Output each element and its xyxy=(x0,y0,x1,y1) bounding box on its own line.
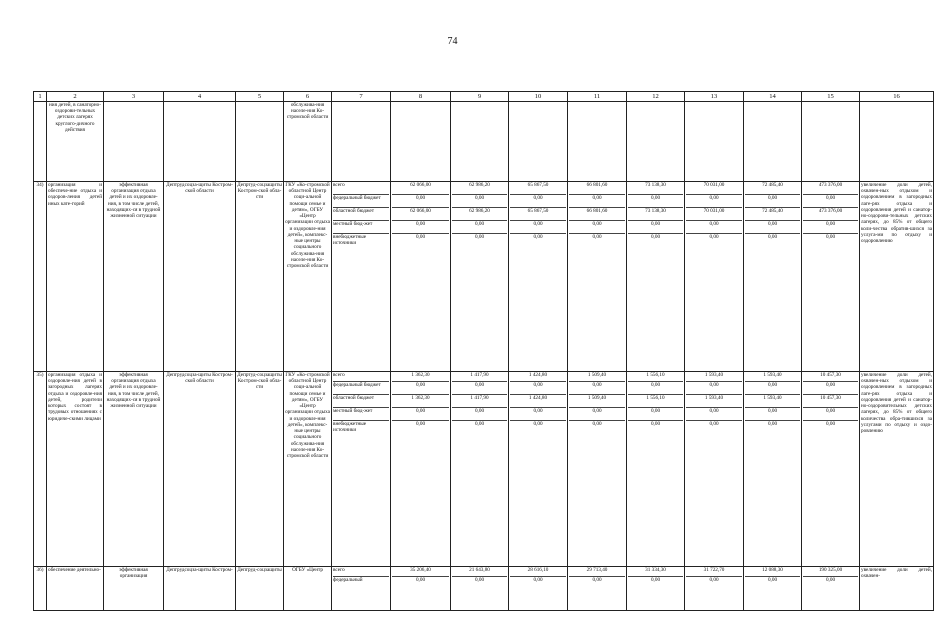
value: 0,00 xyxy=(474,577,485,583)
value: 1 362,30 xyxy=(392,395,449,408)
column-header: 9 xyxy=(451,92,509,102)
value: 0,00 xyxy=(686,382,742,395)
value: 0,00 xyxy=(533,421,543,427)
value-cell xyxy=(509,567,568,611)
value: 72 485,40 xyxy=(745,182,800,195)
admin-text: Депртуд-соцзащиты Костром-ской обла-сти xyxy=(236,182,284,372)
table-cell xyxy=(802,102,860,182)
value: 0,00 xyxy=(650,421,661,427)
value: 0,00 xyxy=(392,382,449,395)
source-label: всего xyxy=(333,567,389,577)
value-cell xyxy=(802,372,860,567)
table-cell xyxy=(332,102,391,182)
row-number: 34) xyxy=(34,182,47,372)
measure-continuation: ния детей, в санаторно-оздорови-тельных детских лагерях круглого-дичного действия xyxy=(47,102,104,182)
value: 0,00 xyxy=(686,408,742,421)
value: 21 643,80 xyxy=(452,567,507,577)
table-cell xyxy=(451,102,509,182)
value: 0,00 xyxy=(415,421,426,427)
executor-text: Дептрудсоцза-щиты Костром-ской области xyxy=(164,182,236,372)
target-text: эффективная организация xyxy=(104,567,164,611)
measure-name: обеспечение деятельно- xyxy=(47,567,104,611)
source-label: федеральный xyxy=(333,577,363,583)
value: 12 088,30 xyxy=(745,567,800,577)
recipient-text: ГКУ «Ко-стромской областной Центр соци-альной помощи семье и детям», ОГБУ «Центр организации отдыха и оздоровле-ния детей», комплекс-ные центры социального обслужива-ния населе-ния Ко-стромской области xyxy=(284,182,332,372)
value: 0,00 xyxy=(392,195,449,208)
value: 0,00 xyxy=(569,408,625,421)
value: 28 616,10 xyxy=(510,567,566,577)
value: 1 509,40 xyxy=(569,395,625,408)
column-header: 12 xyxy=(627,92,685,102)
value: 0,00 xyxy=(569,382,625,395)
value: 0,00 xyxy=(628,221,683,234)
result-text: увеличение доли детей, охвачен- xyxy=(860,567,934,611)
recipient-text: ОГБУ «Центр xyxy=(284,567,332,611)
column-header: 6 xyxy=(284,92,332,102)
value: 70 031,00 xyxy=(686,182,742,195)
value: 0,00 xyxy=(510,382,566,395)
value-cell xyxy=(391,372,451,567)
value-cell xyxy=(627,182,685,372)
value: 0,00 xyxy=(592,577,602,583)
value: 66 801,60 xyxy=(569,182,625,195)
table-cell xyxy=(509,102,568,182)
value: 0,00 xyxy=(803,382,858,395)
value: 0,00 xyxy=(709,577,719,583)
value: 1 509,40 xyxy=(569,372,625,382)
value: 0,00 xyxy=(392,408,449,421)
value: 0,00 xyxy=(803,408,858,421)
value: 0,00 xyxy=(415,234,426,240)
value: 1 362,30 xyxy=(392,372,449,382)
value: 1 417,90 xyxy=(452,372,507,382)
value: 190 325,00 xyxy=(803,567,858,577)
value: 0,00 xyxy=(803,195,858,208)
source-label: федеральный бюджет xyxy=(333,195,389,208)
value: 0,00 xyxy=(392,221,449,234)
column-header: 8 xyxy=(391,92,451,102)
value: 1 593,40 xyxy=(745,395,800,408)
value: 1 593,40 xyxy=(745,372,800,382)
value: 0,00 xyxy=(452,221,507,234)
column-header: 4 xyxy=(164,92,236,102)
value: 0,00 xyxy=(650,577,661,583)
source-label: федеральный бюджет xyxy=(333,382,389,395)
value: 0,00 xyxy=(745,382,800,395)
value: 0,00 xyxy=(709,234,719,240)
table-cell xyxy=(685,102,744,182)
value: 62 066,00 xyxy=(392,182,449,195)
value: 35 206,40 xyxy=(392,567,449,577)
row-number: 35) xyxy=(34,372,47,567)
value-cell xyxy=(568,567,627,611)
value: 0,00 xyxy=(767,577,778,583)
source-label: местный бюд-жет xyxy=(333,221,389,234)
value: 1 593,40 xyxy=(686,372,742,382)
value-cell xyxy=(685,372,744,567)
value-cell xyxy=(744,567,802,611)
value: 0,00 xyxy=(628,382,683,395)
value: 0,00 xyxy=(510,408,566,421)
value: 0,00 xyxy=(533,234,543,240)
continuation-row xyxy=(34,102,934,182)
table-cell xyxy=(568,102,627,182)
recipient-text: ГКУ «Ко-стромской областной Центр соци-альной помощи семье и детям», ОГБУ «Центр организации отдыха и оздоровле-ния детей», комплекс-ные центры социального обслужива-ния населе-ния Ко-стромской области xyxy=(284,372,332,567)
value: 0,00 xyxy=(569,221,625,234)
value: 0,00 xyxy=(452,195,507,208)
column-header: 2 xyxy=(47,92,104,102)
table-cell xyxy=(236,102,284,182)
value: 0,00 xyxy=(745,408,800,421)
value: 0,00 xyxy=(825,234,836,240)
value: 1 593,40 xyxy=(686,395,742,408)
value: 0,00 xyxy=(745,195,800,208)
value: 0,00 xyxy=(474,234,485,240)
column-header: 5 xyxy=(236,92,284,102)
row-number: 36) xyxy=(34,567,47,611)
table-cell xyxy=(860,102,934,182)
value-cell xyxy=(451,567,509,611)
page-number: 74 xyxy=(447,36,458,47)
measure-name: организация отдыха и оздоровле-ния детей в загородных лагерях отдыха и оздоровле-ния детей, родители которых состоят в трудовых отношениях с юридиче-скими лицами xyxy=(47,372,104,567)
table-row-35 xyxy=(34,372,934,567)
column-header: 13 xyxy=(685,92,744,102)
source-list xyxy=(332,182,391,372)
admin-text: Депгруд-соцзащиты xyxy=(236,567,284,611)
executor-text: Депгрудсоцза-щиты Костром-ской области xyxy=(164,372,236,567)
table-cell xyxy=(627,102,685,182)
value-cell xyxy=(451,372,509,567)
value: 0,00 xyxy=(628,408,683,421)
measure-name: организация и обеспече-ние отдыха и оздоров-ления детей иных кате-горий xyxy=(47,182,104,372)
value: 0,00 xyxy=(592,421,602,427)
source-label: областной бюджет xyxy=(333,208,389,221)
target-text: эффективная организация отдыха детей и их оздоровле-ния, в том числе детей, находящих-ся в трудной жизненной ситуации xyxy=(104,182,164,372)
value-cell xyxy=(744,182,802,372)
value: 0,00 xyxy=(415,577,426,583)
value-cell xyxy=(744,372,802,567)
value-cell xyxy=(627,567,685,611)
value: 0,00 xyxy=(628,195,683,208)
source-list xyxy=(332,567,391,611)
value: 0,00 xyxy=(686,195,742,208)
value-cell xyxy=(627,372,685,567)
value: 66 801,60 xyxy=(569,208,625,221)
value: 1 556,10 xyxy=(628,395,683,408)
value: 10 457,30 xyxy=(803,372,858,382)
table-cell xyxy=(744,102,802,182)
program-measures-table xyxy=(33,91,934,611)
source-label: всего xyxy=(333,182,389,195)
value: 0,00 xyxy=(510,221,566,234)
value: 473 376,00 xyxy=(803,182,858,195)
executor-text: Депгрудсоцза-щиты Костром- xyxy=(164,567,236,611)
value-cell xyxy=(568,182,627,372)
result-text: увеличение доли детей, охвачен-ных отдыхом и оздоровлением в загородных лаге-рях отдыха и оздоровления детей и санатор-но-оздоровительных детских лагерях, до 85% от общего количества обра-тившихся за услугами по отдыху и оздо-ровлению xyxy=(860,372,934,567)
value-cell xyxy=(391,567,451,611)
table-row-34 xyxy=(34,182,934,372)
column-header: 7 xyxy=(332,92,391,102)
admin-text: Депртуд-соцзащиты Костром-ской обла-сти xyxy=(236,372,284,567)
value-cell xyxy=(451,182,509,372)
table-cell xyxy=(34,102,47,182)
column-header: 1 xyxy=(34,92,47,102)
value: 65 867,50 xyxy=(510,182,566,195)
value-cell xyxy=(509,182,568,372)
value: 0,00 xyxy=(474,421,485,427)
column-header: 11 xyxy=(568,92,627,102)
value: 0,00 xyxy=(452,408,507,421)
value-cell xyxy=(685,182,744,372)
value: 0,00 xyxy=(686,221,742,234)
value-cell xyxy=(685,567,744,611)
value: 31 722,70 xyxy=(686,567,742,577)
value-cell xyxy=(509,372,568,567)
value: 0,00 xyxy=(745,221,800,234)
header-row xyxy=(34,92,934,102)
value: 0,00 xyxy=(767,421,778,427)
column-header: 10 xyxy=(509,92,568,102)
value: 62 986,20 xyxy=(452,182,507,195)
value: 65 867,50 xyxy=(510,208,566,221)
value: 10 457,30 xyxy=(803,395,858,408)
source-label: местный бюд-жет xyxy=(333,408,389,421)
value: 0,00 xyxy=(452,382,507,395)
source-label: областной бюджет xyxy=(333,395,389,408)
value: 29 713,40 xyxy=(569,567,625,577)
target-text: эффективная организация отдыха детей и их оздоровле-ния, в том числе детей, находящих-ся в трудной жизненной ситуации xyxy=(104,372,164,567)
value: 72 485,40 xyxy=(745,208,800,221)
value: 0,00 xyxy=(767,234,778,240)
source-label: внебюджетные источники xyxy=(333,421,367,434)
value: 73 138,30 xyxy=(628,208,683,221)
value: 0,00 xyxy=(709,421,719,427)
value: 0,00 xyxy=(803,221,858,234)
source-label: всего xyxy=(333,372,389,382)
value: 0,00 xyxy=(825,577,836,583)
value: 62 986,20 xyxy=(452,208,507,221)
value-cell xyxy=(802,182,860,372)
value: 1 417,90 xyxy=(452,395,507,408)
value: 0,00 xyxy=(533,577,543,583)
column-header: 14 xyxy=(744,92,802,102)
value: 0,00 xyxy=(569,195,625,208)
value: 1 424,80 xyxy=(510,395,566,408)
value: 73 138,30 xyxy=(628,182,683,195)
value: 0,00 xyxy=(650,234,661,240)
source-label: внебюджетные источники xyxy=(333,234,367,247)
value: 62 066,00 xyxy=(392,208,449,221)
value: 0,00 xyxy=(825,421,836,427)
value: 31 334,30 xyxy=(628,567,683,577)
value: 1 424,80 xyxy=(510,372,566,382)
value: 70 031,00 xyxy=(686,208,742,221)
value-cell xyxy=(568,372,627,567)
value: 1 556,10 xyxy=(628,372,683,382)
column-header: 15 xyxy=(802,92,860,102)
value-cell xyxy=(802,567,860,611)
value: 473 376,00 xyxy=(803,208,858,221)
table-cell xyxy=(104,102,164,182)
recipient-continuation: обслужива-ния населе-ния Ко-стромской области xyxy=(284,102,332,182)
table-cell xyxy=(391,102,451,182)
value-cell xyxy=(391,182,451,372)
table-row-36 xyxy=(34,567,934,611)
value: 0,00 xyxy=(592,234,602,240)
table-cell xyxy=(164,102,236,182)
value: 0,00 xyxy=(510,195,566,208)
source-list xyxy=(332,372,391,567)
result-text: увеличение доли детей, охвачен-ных отдыхом и оздоровлением в загородных лаге-рях отдыха и оздоровления детей и санатор-но-оздорови-тельных детских лагерях, до 85% от общего коли-чества обратив-шихся за услуга-ми по отдыху и оздоровлению xyxy=(860,182,934,372)
column-header: 3 xyxy=(104,92,164,102)
column-header: 16 xyxy=(860,92,934,102)
